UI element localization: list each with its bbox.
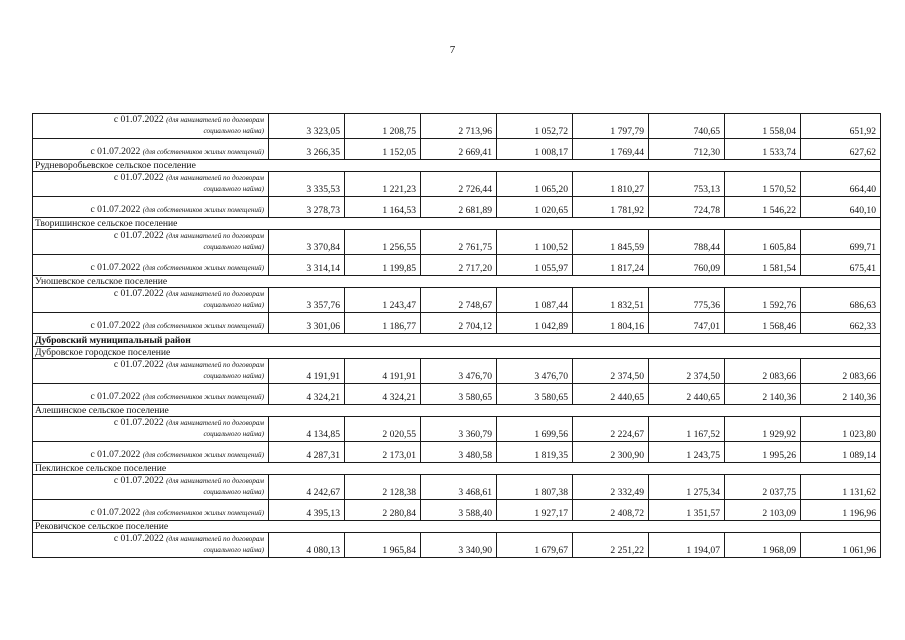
rate-value-col-3: 3 468,61 [421, 475, 497, 500]
rate-value-col-8: 675,41 [801, 255, 881, 276]
rate-value-col-6: 2 440,65 [649, 384, 725, 405]
rate-value-col-5: 1 804,16 [573, 313, 649, 334]
rate-value-col-3: 3 580,65 [421, 384, 497, 405]
rate-value-col-3: 2 669,41 [421, 139, 497, 160]
rate-value-col-7: 1 581,54 [725, 255, 801, 276]
rate-value-col-1: 3 314,14 [269, 255, 345, 276]
rate-value-col-3: 3 476,70 [421, 359, 497, 384]
rate-value-col-2: 4 324,21 [345, 384, 421, 405]
rate-label [33, 442, 269, 463]
rate-value-col-3: 2 761,75 [421, 230, 497, 255]
rate-value-col-1: 4 080,13 [269, 533, 345, 558]
rate-note: (для нанимателей по договорам [166, 477, 264, 485]
rate-value-col-1: 4 191,91 [269, 359, 345, 384]
rate-value-col-2: 1 152,05 [345, 139, 421, 160]
rate-value-col-3: 3 588,40 [421, 500, 497, 521]
rate-value-col-2: 2 128,38 [345, 475, 421, 500]
rate-value-col-6: 1 167,52 [649, 417, 725, 442]
rate-value-col-7: 2 103,09 [725, 500, 801, 521]
rate-label [33, 417, 269, 442]
rate-date: с 01.07.2022 [113, 172, 164, 183]
rate-value-col-4: 1 020,65 [497, 197, 573, 218]
rate-value-col-7: 1 929,92 [725, 417, 801, 442]
rate-label [33, 313, 269, 334]
rate-date: с 01.07.2022 [90, 204, 141, 215]
rate-value-col-1: 3 301,06 [269, 313, 345, 334]
rate-value-col-7: 1 605,84 [725, 230, 801, 255]
tenant-rate-row [33, 288, 881, 313]
rate-value-col-8: 1 061,96 [801, 533, 881, 558]
rate-value-col-1: 4 287,31 [269, 442, 345, 463]
rate-label [33, 139, 269, 160]
rate-note: (для собственников жилых помещений) [142, 322, 264, 330]
rate-value-col-7: 1 592,76 [725, 288, 801, 313]
rate-value-col-2: 4 191,91 [345, 359, 421, 384]
rate-value-col-4: 1 065,20 [497, 172, 573, 197]
rate-value-col-2: 1 965,84 [345, 533, 421, 558]
rate-label-line-1 [35, 172, 264, 184]
rate-value-col-3: 2 717,20 [421, 255, 497, 276]
rate-value-col-3: 2 713,96 [421, 114, 497, 139]
rate-value-col-2: 1 256,55 [345, 230, 421, 255]
rate-date: с 01.07.2022 [113, 114, 164, 125]
rate-value-col-7: 1 995,26 [725, 442, 801, 463]
rate-label [33, 359, 269, 384]
rate-label [33, 475, 269, 500]
rate-value-col-5: 1 832,51 [573, 288, 649, 313]
rate-date: с 01.07.2022 [113, 359, 164, 370]
rate-value-col-3: 2 681,89 [421, 197, 497, 218]
rate-value-col-4: 1 699,56 [497, 417, 573, 442]
rate-note-continued: социального найма) [203, 430, 264, 438]
rate-value-col-1: 4 395,13 [269, 500, 345, 521]
rate-note: (для нанимателей по договорам [166, 116, 264, 124]
rate-value-col-6: 724,78 [649, 197, 725, 218]
rate-value-col-2: 1 164,53 [345, 197, 421, 218]
rate-value-col-8: 664,40 [801, 172, 881, 197]
rate-value-col-5: 1 769,44 [573, 139, 649, 160]
tenant-rate-row [33, 172, 881, 197]
rate-value-col-7: 2 083,66 [725, 359, 801, 384]
rate-value-col-4: 1 042,89 [497, 313, 573, 334]
tenant-rate-row [33, 114, 881, 139]
tariff-table-body [33, 114, 881, 558]
rate-value-col-2: 2 280,84 [345, 500, 421, 521]
settlement-name: Пеклинское сельское поселение [33, 463, 881, 475]
rate-value-col-7: 1 533,74 [725, 139, 801, 160]
rate-value-col-5: 2 408,72 [573, 500, 649, 521]
rate-value-col-5: 2 224,67 [573, 417, 649, 442]
rate-date: с 01.07.2022 [113, 533, 164, 544]
rate-value-col-7: 1 570,52 [725, 172, 801, 197]
settlement-header-row [33, 160, 881, 172]
owner-rate-row [33, 313, 881, 334]
rate-value-col-4: 1 100,52 [497, 230, 573, 255]
rate-date: с 01.07.2022 [113, 417, 164, 428]
rate-note: (для нанимателей по договорам [166, 174, 264, 182]
rate-note: (для собственников жилых помещений) [142, 148, 264, 156]
owner-rate-row [33, 139, 881, 160]
district-name: Дубровский муниципальный район [33, 334, 881, 347]
rate-value-col-5: 2 374,50 [573, 359, 649, 384]
rate-value-col-8: 1 196,96 [801, 500, 881, 521]
rate-value-col-8: 651,92 [801, 114, 881, 139]
settlement-header-row [33, 405, 881, 417]
settlement-header-row [33, 218, 881, 230]
rate-value-col-4: 3 580,65 [497, 384, 573, 405]
rate-value-col-5: 2 332,49 [573, 475, 649, 500]
rate-value-col-6: 1 194,07 [649, 533, 725, 558]
rate-value-col-5: 2 251,22 [573, 533, 649, 558]
rate-value-col-6: 753,13 [649, 172, 725, 197]
rate-note: (для нанимателей по договорам [166, 290, 264, 298]
rate-value-col-1: 3 278,73 [269, 197, 345, 218]
rate-value-col-5: 2 300,90 [573, 442, 649, 463]
rate-note: (для нанимателей по договорам [166, 419, 264, 427]
rate-value-col-8: 1 131,62 [801, 475, 881, 500]
owner-rate-row [33, 255, 881, 276]
rate-note: (для нанимателей по договорам [166, 232, 264, 240]
rate-value-col-8: 627,62 [801, 139, 881, 160]
rate-note: (для собственников жилых помещений) [142, 509, 264, 517]
settlement-header-row [33, 276, 881, 288]
rate-label [33, 230, 269, 255]
rate-value-col-3: 2 726,44 [421, 172, 497, 197]
rate-note: (для нанимателей по договорам [166, 535, 264, 543]
rate-value-col-8: 1 023,80 [801, 417, 881, 442]
rate-value-col-1: 3 357,76 [269, 288, 345, 313]
rate-value-col-4: 3 476,70 [497, 359, 573, 384]
rate-label-line-1 [35, 533, 264, 545]
rate-value-col-1: 3 370,84 [269, 230, 345, 255]
rate-date: с 01.07.2022 [90, 391, 141, 402]
rate-note-continued: социального найма) [203, 185, 264, 193]
rate-value-col-5: 1 781,92 [573, 197, 649, 218]
rate-value-col-7: 1 968,09 [725, 533, 801, 558]
owner-rate-row [33, 384, 881, 405]
rate-value-col-2: 2 173,01 [345, 442, 421, 463]
rate-value-col-3: 3 480,58 [421, 442, 497, 463]
rate-note: (для собственников жилых помещений) [142, 264, 264, 272]
rate-label [33, 197, 269, 218]
settlement-header-row [33, 463, 881, 475]
rate-value-col-4: 1 927,17 [497, 500, 573, 521]
rate-value-col-6: 1 275,34 [649, 475, 725, 500]
rate-label-line-1 [35, 230, 264, 242]
rate-date: с 01.07.2022 [90, 320, 141, 331]
rate-value-col-8: 686,63 [801, 288, 881, 313]
rate-note: (для собственников жилых помещений) [142, 206, 264, 214]
rate-note-continued: социального найма) [203, 488, 264, 496]
tenant-rate-row [33, 417, 881, 442]
rate-value-col-5: 1 797,79 [573, 114, 649, 139]
rate-value-col-5: 1 810,27 [573, 172, 649, 197]
rate-label-line-1 [35, 288, 264, 300]
rate-date: с 01.07.2022 [90, 449, 141, 460]
rate-date: с 01.07.2022 [90, 262, 141, 273]
rate-note-continued: социального найма) [203, 301, 264, 309]
rate-note-continued: социального найма) [203, 243, 264, 251]
rate-value-col-4: 1 807,38 [497, 475, 573, 500]
rate-value-col-5: 2 440,65 [573, 384, 649, 405]
rate-value-col-3: 2 704,12 [421, 313, 497, 334]
owner-rate-row [33, 500, 881, 521]
tenant-rate-row [33, 359, 881, 384]
rate-value-col-8: 2 083,66 [801, 359, 881, 384]
rate-value-col-8: 2 140,36 [801, 384, 881, 405]
settlement-name: Уношевское сельское поселение [33, 276, 881, 288]
rate-note-continued: социального найма) [203, 127, 264, 135]
page-number: 7 [449, 44, 456, 56]
rate-value-col-7: 1 558,04 [725, 114, 801, 139]
rate-label-line-1 [35, 359, 264, 371]
rate-value-col-3: 2 748,67 [421, 288, 497, 313]
rate-date: с 01.07.2022 [90, 146, 141, 157]
rate-note-continued: социального найма) [203, 372, 264, 380]
rate-value-col-4: 1 052,72 [497, 114, 573, 139]
rate-value-col-1: 4 134,85 [269, 417, 345, 442]
rate-value-col-6: 1 243,75 [649, 442, 725, 463]
settlement-name: Рудневоробьевское сельское поселение [33, 160, 881, 172]
rate-note: (для нанимателей по договорам [166, 361, 264, 369]
rate-value-col-8: 1 089,14 [801, 442, 881, 463]
rate-value-col-4: 1 087,44 [497, 288, 573, 313]
rate-note: (для собственников жилых помещений) [142, 393, 264, 401]
rate-value-col-4: 1 679,67 [497, 533, 573, 558]
rate-date: с 01.07.2022 [113, 288, 164, 299]
rate-value-col-4: 1 819,35 [497, 442, 573, 463]
rate-value-col-2: 1 221,23 [345, 172, 421, 197]
settlement-name: Рековичское сельское поселение [33, 521, 881, 533]
rate-value-col-4: 1 055,97 [497, 255, 573, 276]
rate-value-col-2: 1 243,47 [345, 288, 421, 313]
rate-value-col-2: 1 199,85 [345, 255, 421, 276]
rate-value-col-6: 775,36 [649, 288, 725, 313]
rate-value-col-6: 740,65 [649, 114, 725, 139]
settlement-name: Дубровское городское поселение [33, 347, 881, 359]
rate-value-col-6: 760,09 [649, 255, 725, 276]
tenant-rate-row [33, 533, 881, 558]
rate-label [33, 114, 269, 139]
rate-value-col-8: 662,33 [801, 313, 881, 334]
settlement-header-row [33, 347, 881, 359]
rate-value-col-2: 1 208,75 [345, 114, 421, 139]
rate-value-col-4: 1 008,17 [497, 139, 573, 160]
rate-value-col-8: 640,10 [801, 197, 881, 218]
rate-label [33, 500, 269, 521]
rate-label [33, 288, 269, 313]
district-header-row [33, 334, 881, 347]
tenant-rate-row [33, 475, 881, 500]
rate-label [33, 384, 269, 405]
rate-value-col-8: 699,71 [801, 230, 881, 255]
rate-value-col-1: 4 242,67 [269, 475, 345, 500]
rate-label-line-1 [35, 475, 264, 487]
settlement-name: Алешинское сельское поселение [33, 405, 881, 417]
rate-date: с 01.07.2022 [113, 475, 164, 486]
rate-value-col-5: 1 817,24 [573, 255, 649, 276]
rate-value-col-7: 2 037,75 [725, 475, 801, 500]
rate-value-col-1: 3 335,53 [269, 172, 345, 197]
rate-note: (для собственников жилых помещений) [142, 451, 264, 459]
rate-label-line-1 [35, 114, 264, 126]
owner-rate-row [33, 197, 881, 218]
rate-value-col-6: 2 374,50 [649, 359, 725, 384]
tariff-table [32, 113, 881, 558]
settlement-name: Творишинское сельское поселение [33, 218, 881, 230]
rate-value-col-1: 3 323,05 [269, 114, 345, 139]
rate-label [33, 172, 269, 197]
owner-rate-row [33, 442, 881, 463]
rate-value-col-2: 1 186,77 [345, 313, 421, 334]
rate-value-col-1: 4 324,21 [269, 384, 345, 405]
rate-label [33, 255, 269, 276]
rate-label-line-1 [35, 417, 264, 429]
rate-value-col-6: 1 351,57 [649, 500, 725, 521]
rate-value-col-6: 747,01 [649, 313, 725, 334]
settlement-header-row [33, 521, 881, 533]
rate-value-col-2: 2 020,55 [345, 417, 421, 442]
rate-value-col-3: 3 360,79 [421, 417, 497, 442]
rate-note-continued: социального найма) [203, 546, 264, 554]
rate-value-col-7: 1 568,46 [725, 313, 801, 334]
rate-date: с 01.07.2022 [90, 507, 141, 518]
rate-value-col-6: 788,44 [649, 230, 725, 255]
rate-value-col-7: 2 140,36 [725, 384, 801, 405]
rate-date: с 01.07.2022 [113, 230, 164, 241]
rate-value-col-5: 1 845,59 [573, 230, 649, 255]
rate-value-col-1: 3 266,35 [269, 139, 345, 160]
rate-value-col-3: 3 340,90 [421, 533, 497, 558]
rate-value-col-6: 712,30 [649, 139, 725, 160]
rate-label [33, 533, 269, 558]
tenant-rate-row [33, 230, 881, 255]
rate-value-col-7: 1 546,22 [725, 197, 801, 218]
